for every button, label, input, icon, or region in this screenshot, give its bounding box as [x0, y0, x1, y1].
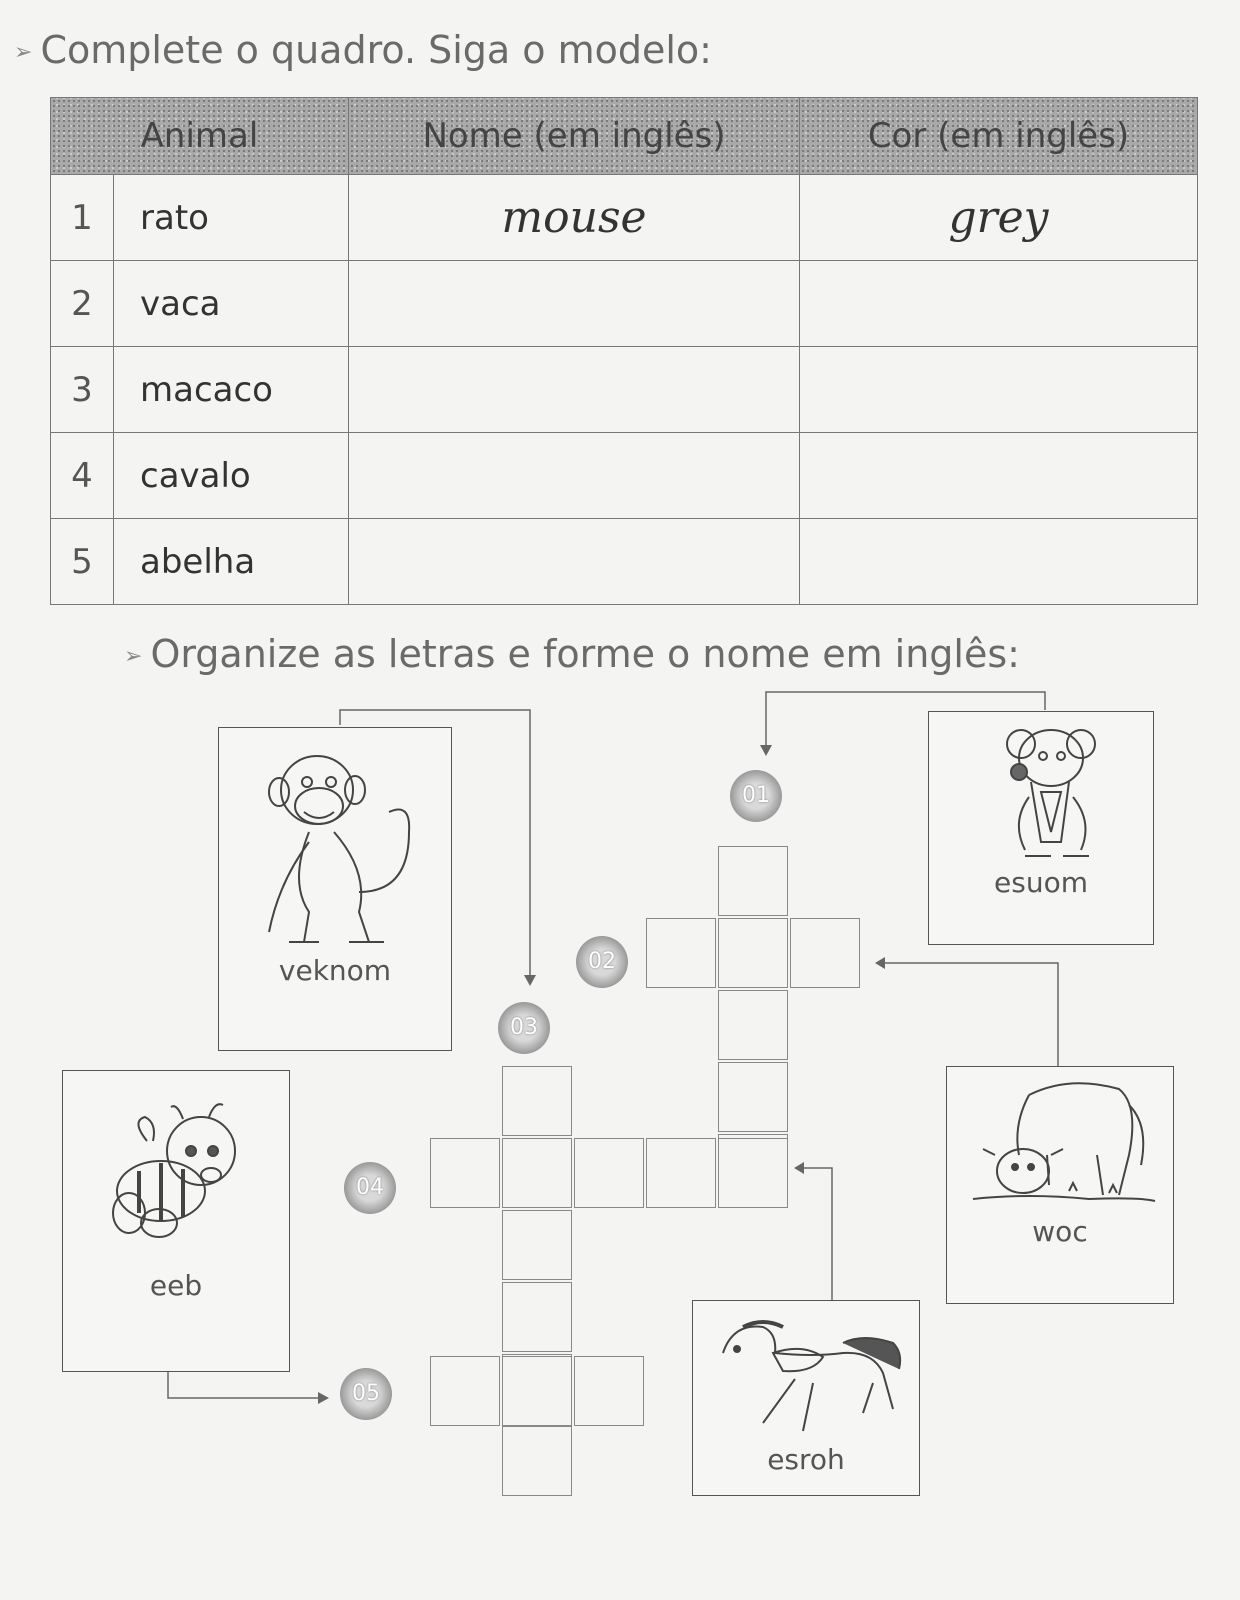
crossword-cell[interactable]	[574, 1356, 644, 1426]
crossword-cell[interactable]	[718, 846, 788, 916]
badge-02: 02	[576, 936, 628, 988]
name-english-answer[interactable]	[349, 347, 800, 433]
crossword-cell[interactable]	[718, 990, 788, 1060]
crossword-cell[interactable]	[718, 1062, 788, 1132]
crossword-cell[interactable]	[574, 1138, 644, 1208]
row-number: 2	[51, 261, 114, 347]
instruction-organize-letters: ➢ Organize as letras e forme o nome em inglês:	[124, 632, 1020, 676]
row-number: 3	[51, 347, 114, 433]
row-number: 4	[51, 433, 114, 519]
row-number: 5	[51, 519, 114, 605]
scrambled-word-mouse: esuom	[994, 866, 1088, 899]
badge-03: 03	[498, 1002, 550, 1054]
header-color-english: Cor (em inglês)	[800, 98, 1198, 175]
crossword-cell[interactable]	[718, 918, 788, 988]
horse-icon	[703, 1313, 913, 1443]
crossword-cell[interactable]	[430, 1356, 500, 1426]
animal-name-pt: vaca	[114, 261, 349, 347]
crossword-cell[interactable]	[502, 1210, 572, 1280]
color-english-answer[interactable]	[800, 347, 1198, 433]
scrambled-word-horse: esroh	[767, 1443, 845, 1476]
color-english-answer[interactable]	[800, 519, 1198, 605]
crossword-cell[interactable]	[646, 918, 716, 988]
crossword-cell[interactable]	[790, 918, 860, 988]
card-bee	[62, 1070, 290, 1372]
crossword-cell[interactable]	[430, 1138, 500, 1208]
crossword-cell[interactable]	[502, 1138, 572, 1208]
animal-name-pt: rato	[114, 175, 349, 261]
animal-name-pt: abelha	[114, 519, 349, 605]
bee-icon	[91, 1101, 261, 1241]
badge-05: 05	[340, 1368, 392, 1420]
animal-name-pt: cavalo	[114, 433, 349, 519]
animal-name-pt: macaco	[114, 347, 349, 433]
name-english-answer[interactable]	[349, 519, 800, 605]
arrow-icon: ➢	[124, 644, 143, 669]
crossword-cell[interactable]	[502, 1356, 572, 1426]
card-horse	[692, 1300, 920, 1496]
arrow-icon: ➢	[14, 40, 33, 65]
scrambled-word-cow: woc	[1032, 1215, 1088, 1248]
badge-01: 01	[730, 770, 782, 822]
monkey-icon	[249, 742, 429, 962]
header-name-english: Nome (em inglês)	[349, 98, 800, 175]
color-english-answer[interactable]	[800, 433, 1198, 519]
scrambled-word-monkey: veknom	[278, 954, 392, 987]
badge-04: 04	[344, 1162, 396, 1214]
card-mouse	[928, 711, 1154, 945]
color-english-answer[interactable]: grey	[800, 175, 1198, 261]
header-animal: Animal	[51, 98, 349, 175]
crossword-cell[interactable]	[502, 1282, 572, 1352]
mouse-icon	[981, 722, 1111, 867]
instruction-complete-table: ➢ Complete o quadro. Siga o modelo:	[14, 28, 712, 72]
name-english-answer[interactable]: mouse	[349, 175, 800, 261]
scrambled-word-bee: eeb	[149, 1269, 203, 1302]
card-cow	[946, 1066, 1174, 1304]
crossword-cell[interactable]	[502, 1426, 572, 1496]
row-number: 1	[51, 175, 114, 261]
name-english-answer[interactable]	[349, 433, 800, 519]
cow-icon	[969, 1075, 1159, 1215]
crossword-cell[interactable]	[502, 1066, 572, 1136]
animal-table	[50, 97, 1198, 605]
color-english-answer[interactable]	[800, 261, 1198, 347]
crossword-cell[interactable]	[718, 1138, 788, 1208]
card-monkey	[218, 727, 452, 1051]
crossword-cell[interactable]	[646, 1138, 716, 1208]
name-english-answer[interactable]	[349, 261, 800, 347]
